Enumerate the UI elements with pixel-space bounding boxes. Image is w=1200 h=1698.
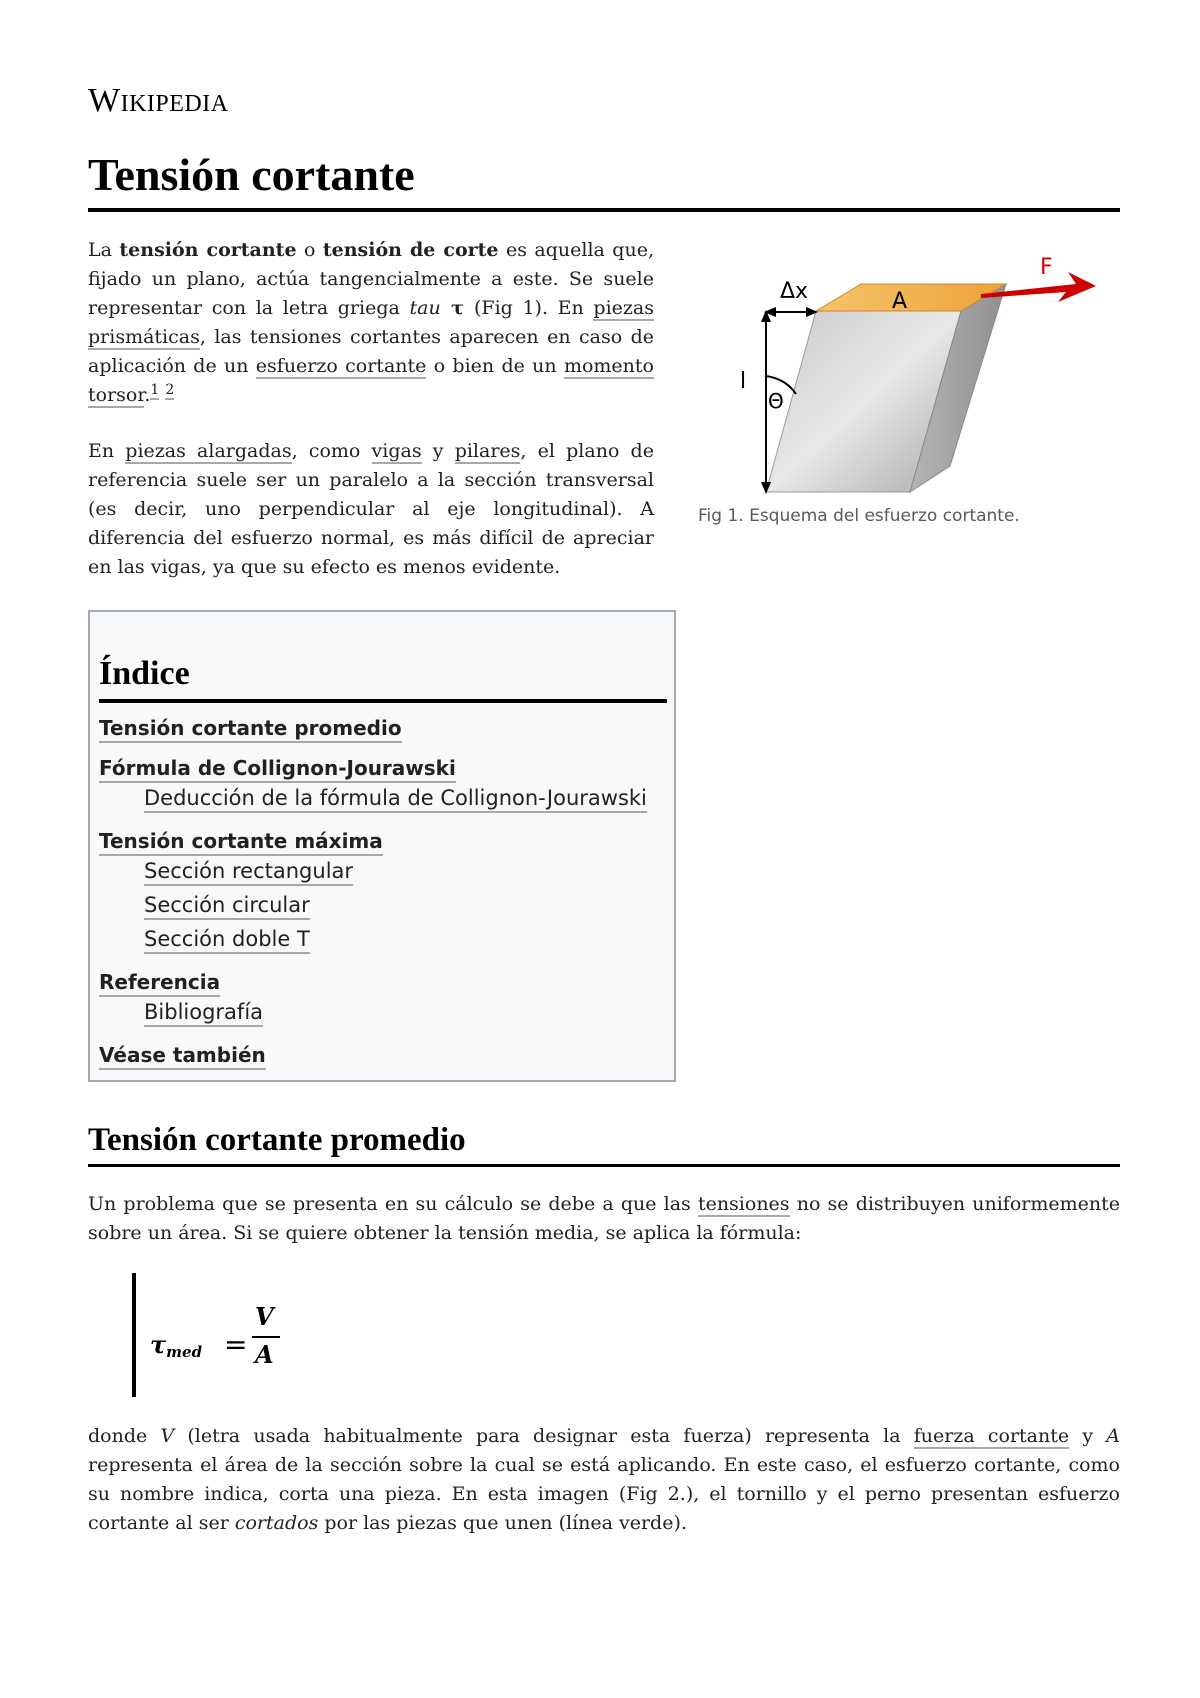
- link-piezas-alargadas[interactable]: piezas alargadas: [125, 440, 292, 462]
- section-heading-promedio: Tensión cortante promedio: [88, 1122, 466, 1158]
- toc-item-seccion-doble-t[interactable]: Sección doble T: [144, 926, 310, 954]
- toc-item-tension-cortante-promedio[interactable]: Tensión cortante promedio: [99, 715, 402, 743]
- label-delta-x: Δx: [780, 279, 809, 304]
- title-divider: [88, 208, 1120, 212]
- formula-bar: [132, 1273, 136, 1397]
- link-tensiones[interactable]: tensiones: [697, 1193, 790, 1215]
- label-force: F: [1040, 255, 1053, 280]
- wikipedia-logo[interactable]: Wikipedia: [88, 82, 229, 119]
- reference-2[interactable]: 2: [165, 381, 175, 398]
- toc-item-bibliografia[interactable]: Bibliografía: [144, 999, 263, 1027]
- section-paragraph-1: Un problema que se presenta en su cálculo se debe a que las tensiones no se distribuyen uniformemente sobre un área. Si se quiere obtener la tensión media, se aplica la fórmula:: [88, 1193, 1120, 1244]
- reference-1[interactable]: 1: [150, 381, 160, 398]
- link-piezas-prismaticas[interactable]: piezas prismáticas: [88, 297, 654, 348]
- link-vigas[interactable]: vigas: [371, 440, 422, 462]
- section-divider: [88, 1164, 1120, 1167]
- formula-numerator: V: [255, 1302, 274, 1331]
- shear-diagram-image: [696, 246, 1120, 506]
- label-area: A: [892, 289, 908, 314]
- link-esfuerzo-cortante[interactable]: esfuerzo cortante: [255, 355, 427, 377]
- toc-item-deduccion-formula[interactable]: Deducción de la fórmula de Collignon-Jourawski: [144, 785, 647, 813]
- label-length: l: [740, 369, 747, 394]
- formula-fraction-bar: [252, 1336, 280, 1338]
- page-title: Tensión cortante: [88, 149, 415, 200]
- link-fuerza-cortante[interactable]: fuerza cortante: [913, 1425, 1070, 1447]
- formula-equals: =: [224, 1328, 248, 1361]
- toc-title: Índice: [99, 655, 190, 692]
- section-paragraph-2: donde V (letra usada habitualmente para designar esta fuerza) representa la fuerza cortante y A representa el área de la sección sobre la cual se está aplicando. En este caso, el esfuerzo cortante, como su nombre indica, corta una pieza. En esta imagen (Fig 2.), el tornillo y el perno presentan esfuerzo cortante al ser cortados por las piezas que unen (línea verde).: [88, 1425, 1120, 1534]
- figure-caption: Fig 1. Esquema del esfuerzo cortante.: [698, 506, 1020, 526]
- shear-stress-figure[interactable]: [696, 246, 1120, 536]
- label-theta: Θ: [768, 389, 784, 413]
- toc-item-formula-collignon[interactable]: Fórmula de Collignon-Jourawski: [99, 755, 456, 783]
- toc-item-seccion-circular[interactable]: Sección circular: [144, 892, 310, 920]
- toc-item-seccion-rectangular[interactable]: Sección rectangular: [144, 858, 353, 886]
- link-pilares[interactable]: pilares: [454, 440, 521, 462]
- lead-paragraph: La tensión cortante o tensión de corte es aquella que, fijado un plano, actúa tangencialmente a este. Se suele representar con la letra griega tau τ (Fig 1). En piezas prismáticas, las tensiones cortantes aparecen en caso de aplicación de un esfuerzo cortante o bien de un momento torsor.$^1$ $^2$: [88, 239, 654, 406]
- toc-item-referencia[interactable]: Referencia: [99, 969, 220, 997]
- table-of-contents: [88, 610, 676, 1082]
- link-momento-torsor[interactable]: momento torsor: [88, 355, 654, 406]
- toc-divider: [99, 699, 667, 703]
- formula-denominator: A: [255, 1340, 274, 1369]
- toc-item-vease-tambien[interactable]: Véase también: [99, 1042, 266, 1070]
- formula-lhs: $\tau_{med}$: [150, 1330, 203, 1361]
- toc-item-tension-cortante-maxima[interactable]: Tensión cortante máxima: [99, 828, 383, 856]
- second-paragraph: En piezas alargadas, como vigas y pilares, el plano de referencia suele ser un paralelo a la sección transversal (es decir, uno perpendicular al eje longitudinal). A diferencia del esfuerzo normal, es más difícil de apreciar en las vigas, ya que su efecto es menos evidente.: [88, 440, 654, 578]
